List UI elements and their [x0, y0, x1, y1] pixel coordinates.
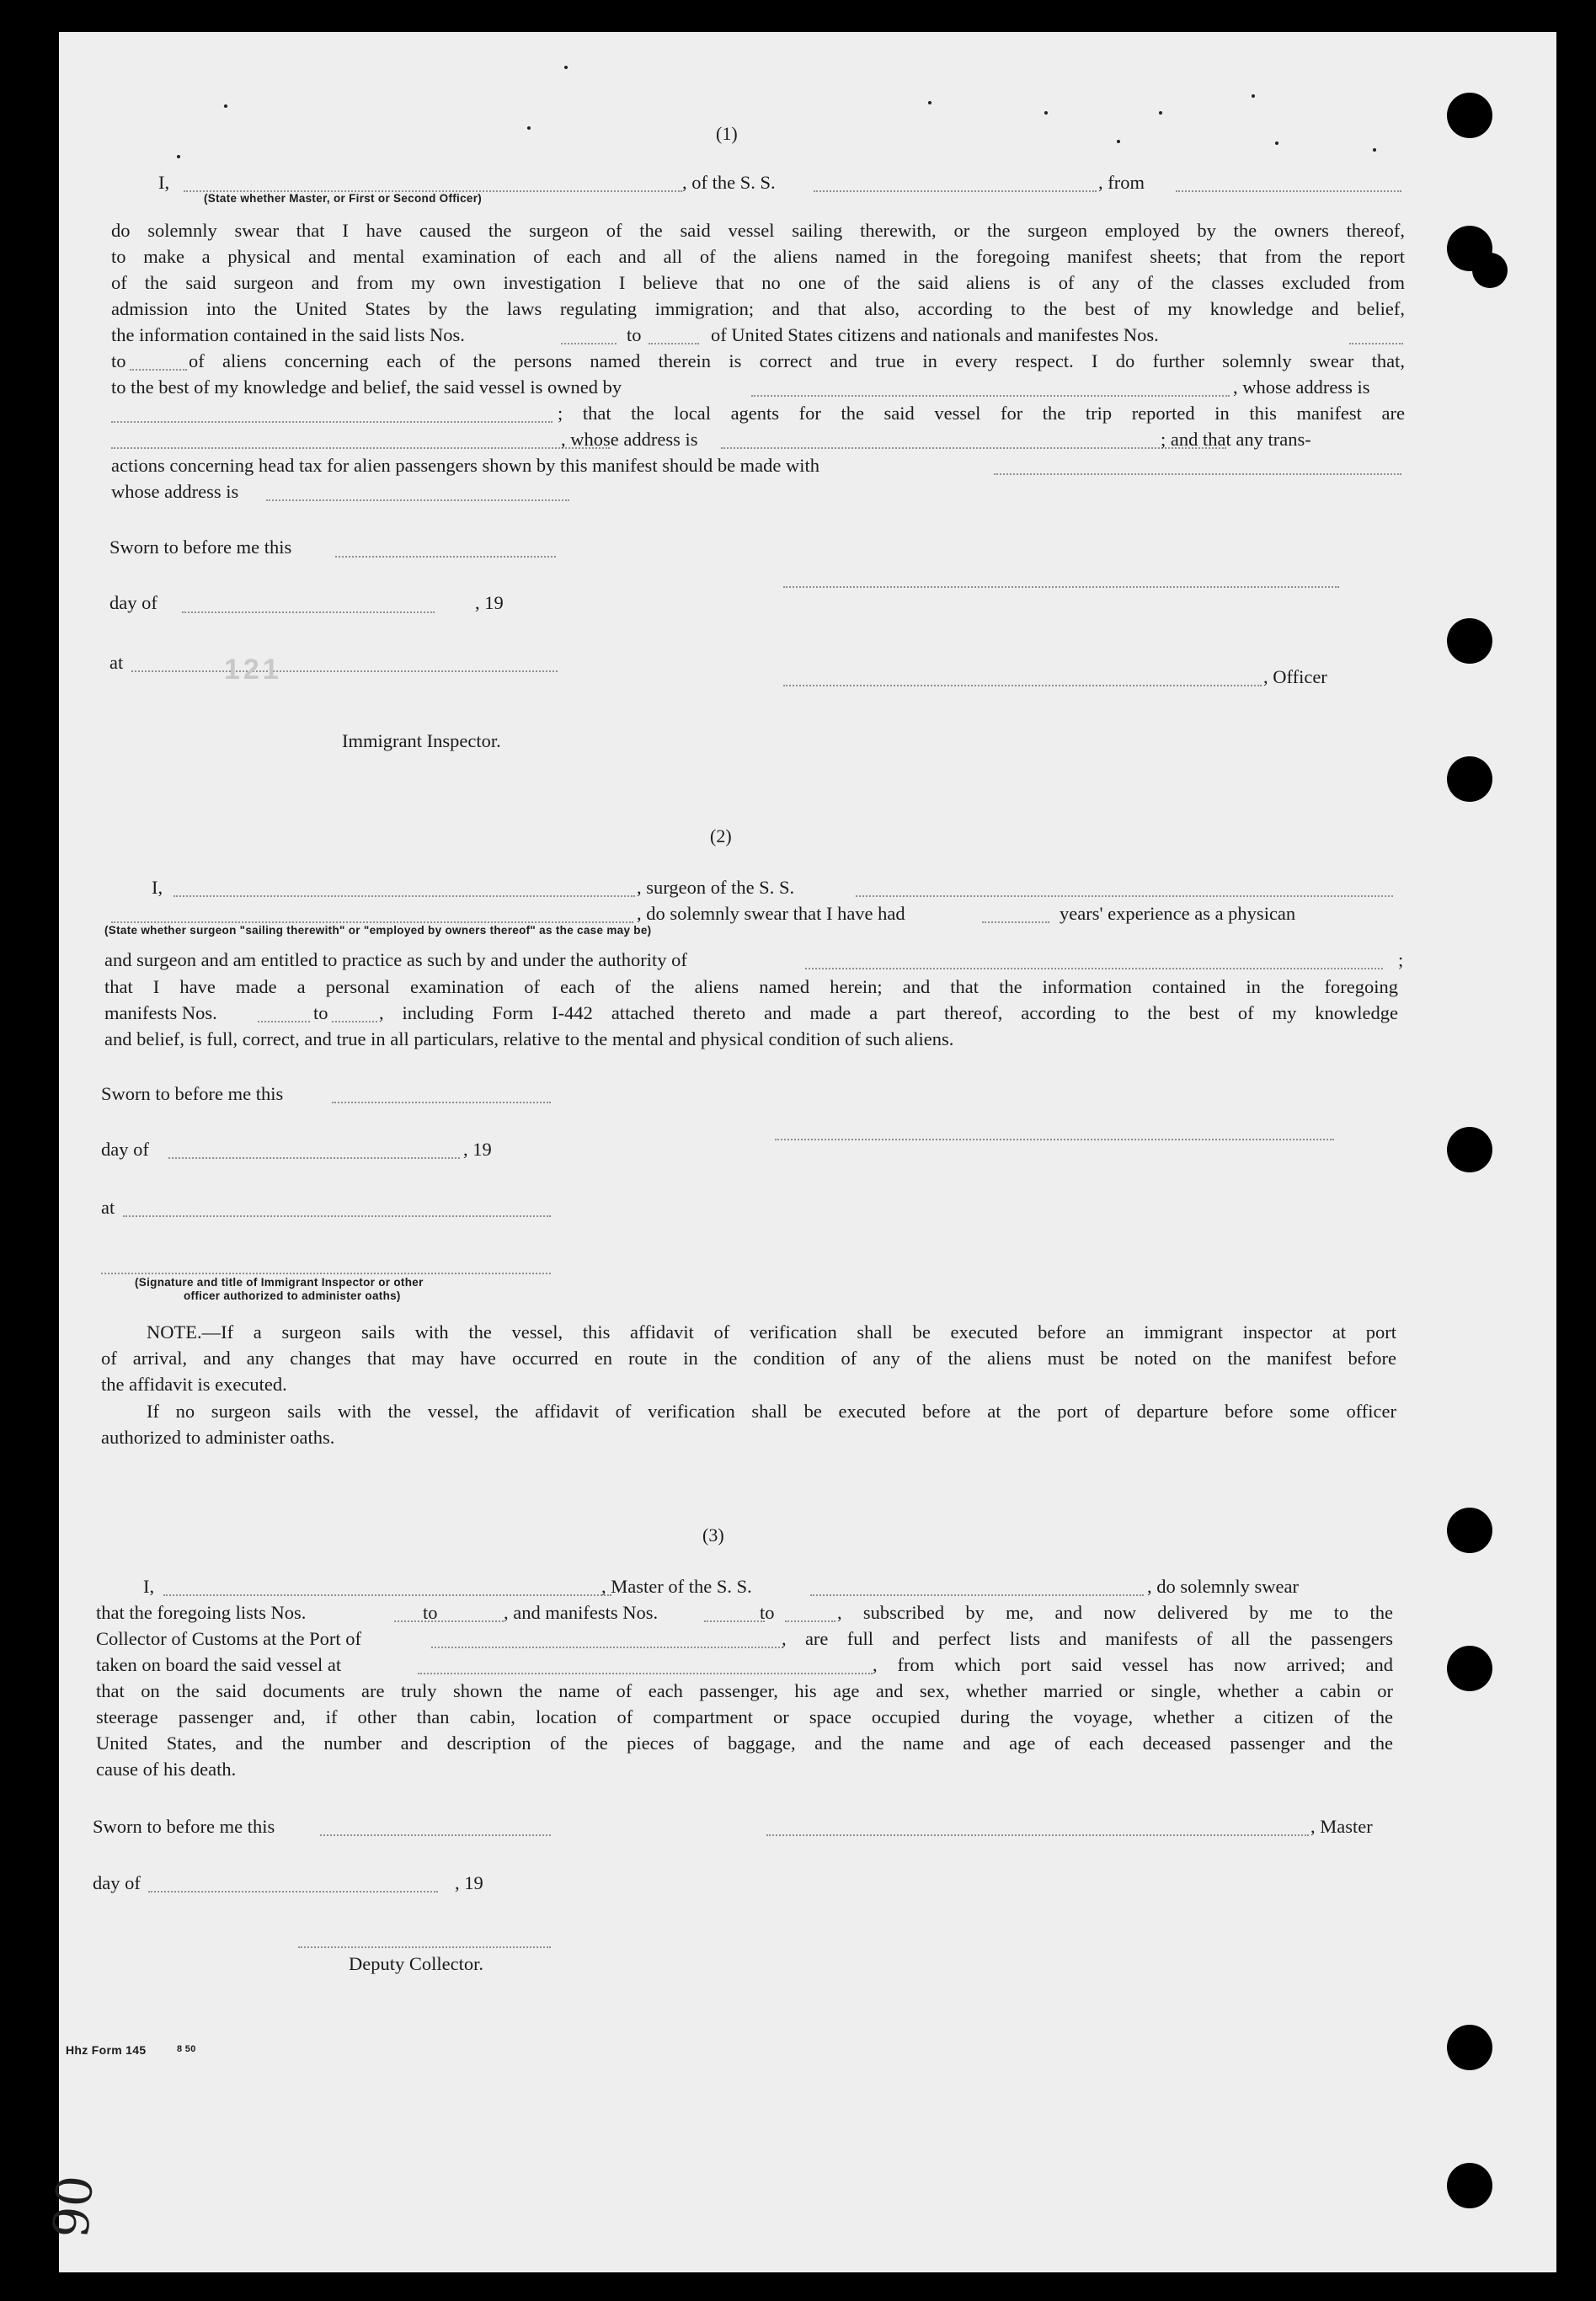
s3-port-field[interactable]: [431, 1647, 783, 1648]
speck: [1044, 111, 1048, 115]
s3-sworn-date-field[interactable]: [320, 1834, 551, 1836]
s2-signature-note-line-1: (Signature and title of Immigrant Inspector or other: [135, 1276, 424, 1289]
speck: [564, 66, 568, 69]
s3-paragraph-line: , are full and perfect lists and manifests of all the passengers: [782, 1628, 1393, 1649]
vessel-label: , of the S. S.: [682, 172, 776, 193]
s1-manifests-to-label: to: [111, 350, 126, 371]
note-paragraph-line: NOTE.—If a surgeon sails with the vessel, this affidavit of verification shall be executed before an immigrant inspector at port: [147, 1321, 1396, 1343]
s3-manifests-from-field[interactable]: [704, 1620, 765, 1622]
section-3-number: (3): [702, 1524, 724, 1546]
s3-day-of-label: day of: [93, 1872, 141, 1893]
s2-signature-note-line-2: officer authorized to administer oaths): [184, 1289, 401, 1302]
s2-vessel-field[interactable]: [856, 895, 1393, 897]
s1-paragraph-line: of aliens concerning each of the persons named therein is correct and true in every respect. I do further solemnly swear that,: [189, 350, 1405, 371]
s1-manifests-to-field[interactable]: [130, 369, 187, 371]
s3-port-label: Collector of Customs at the Port of: [96, 1628, 361, 1649]
binder-hole: [1447, 1127, 1492, 1172]
s1-paragraph-line: do solemnly swear that I have caused the surgeon of the said vessel sailing therewith, or the surgeon employed by the owners thereof,: [111, 220, 1405, 241]
s1-lists-to-field[interactable]: [649, 343, 699, 344]
s3-lists-to-label: to: [423, 1602, 438, 1623]
s2-inspector-signature-field[interactable]: [101, 1273, 551, 1274]
s1-owner-field[interactable]: [751, 395, 1230, 397]
s3-vessel-field[interactable]: [810, 1594, 1144, 1596]
s1-agents-field[interactable]: [111, 447, 610, 449]
s1-lists-to-label: to: [627, 324, 642, 345]
s1-owner-address-label: , whose address is: [1233, 376, 1370, 398]
s2-manifests-to-field[interactable]: [332, 1021, 377, 1022]
binder-hole: [1447, 2025, 1492, 2070]
s2-experience-label: years' experience as a physican: [1060, 903, 1296, 924]
s1-at-label: at: [109, 652, 124, 673]
s1-sworn-label: Sworn to before me this: [109, 537, 292, 558]
s3-lists-to-field[interactable]: [445, 1620, 504, 1622]
s2-surgeon-of-label: , surgeon of the S. S.: [637, 877, 795, 898]
s2-day-of-field[interactable]: [168, 1157, 460, 1159]
s3-manifests-label: , and manifests Nos.: [504, 1602, 659, 1623]
s1-agents-address-field[interactable]: [721, 447, 1226, 449]
section-2-number: (2): [710, 825, 732, 846]
s3-paragraph-line: , from which port said vessel has now arrived; and: [873, 1654, 1393, 1675]
s3-taken-label: taken on board the said vessel at: [96, 1654, 342, 1675]
s2-surgeon-note: (State whether surgeon "sailing therewith" or "employed by owners thereof" as the case may be): [104, 924, 652, 937]
s1-day-of-label: day of: [109, 592, 157, 613]
s2-sworn-label: Sworn to before me this: [101, 1083, 284, 1104]
speck: [1275, 141, 1278, 145]
speck: [928, 101, 931, 104]
s2-paragraph-line: and belief, is full, correct, and true in all particulars, relative to the mental and physical condition of such aliens.: [104, 1028, 954, 1049]
s2-day-of-label: day of: [101, 1139, 149, 1160]
s1-paragraph-line: of the said surgeon and from my own investigation I believe that no one of the said aliens is of any of the classes excluded from: [111, 272, 1405, 293]
s1-signature-field[interactable]: [783, 586, 1339, 588]
s1-transactions-label: ; and that any trans-: [1161, 429, 1311, 450]
s1-officer-label: , Officer: [1263, 666, 1327, 687]
s2-at-label: at: [101, 1197, 115, 1218]
binder-hole: [1447, 1646, 1492, 1691]
speck: [1252, 94, 1255, 98]
s1-head-tax-field[interactable]: [994, 473, 1401, 475]
s2-sworn-date-field[interactable]: [332, 1102, 551, 1103]
s2-signature-field[interactable]: [775, 1139, 1334, 1140]
faint-stamp: 121: [224, 654, 282, 686]
officer-rank-note: (State whether Master, or First or Second Officer): [204, 192, 483, 205]
s3-master-of-label: , Master of the S. S.: [601, 1576, 752, 1597]
s2-paragraph-line: , including Form I-442 attached thereto and made a part thereof, according to the best of my knowledge: [379, 1002, 1398, 1023]
binder-hole: [1472, 253, 1508, 288]
form-page: [41, 32, 1556, 2272]
s3-paragraph-line: United States, and the number and description of the pieces of baggage, and the name and age of each deceased passenger and the: [96, 1732, 1393, 1754]
s1-paragraph-line: admission into the United States by the laws regulating immigration; and that also, according to the best of my knowledge and belief,: [111, 298, 1405, 319]
s3-paragraph-line: cause of his death.: [96, 1759, 237, 1780]
s3-sworn-label: Sworn to before me this: [93, 1816, 275, 1837]
s1-manifests-from-field[interactable]: [1349, 343, 1403, 344]
speck: [1373, 148, 1376, 152]
s2-surgeon-name-label: I,: [152, 877, 163, 898]
s3-manifests-to-field[interactable]: [785, 1620, 835, 1622]
officer-name-label: I,: [158, 172, 170, 193]
s3-paragraph-line: steerage passenger and, if other than cabin, location of compartment or space occupied during the voyage, whether a citizen of the: [96, 1706, 1393, 1727]
binder-hole: [1447, 93, 1492, 138]
s2-manifests-to-label: to: [313, 1002, 328, 1023]
s1-officer-field[interactable]: [783, 685, 1262, 686]
note-paragraph-line: authorized to administer oaths.: [101, 1427, 335, 1448]
s2-authority-field[interactable]: [805, 968, 1383, 969]
from-label: , from: [1098, 172, 1145, 193]
s3-master-label: , Master: [1310, 1816, 1373, 1837]
form-id: Hhz Form 145: [66, 2043, 147, 2057]
s3-master-name-label: I,: [143, 1576, 155, 1597]
speck: [177, 155, 180, 158]
s2-year-label: , 19: [463, 1139, 492, 1160]
s1-agents-address-label: , whose address is: [561, 429, 698, 450]
s1-lists-from-field[interactable]: [561, 343, 617, 344]
s1-sworn-date-field[interactable]: [335, 556, 556, 558]
s3-day-of-field[interactable]: [148, 1891, 438, 1893]
vessel-field[interactable]: [814, 190, 1097, 192]
s2-authority-label: and surgeon and am entitled to practice as such by and under the authority of: [104, 949, 687, 970]
note-paragraph-line: the affidavit is executed.: [101, 1374, 287, 1395]
speck: [1117, 140, 1120, 143]
s3-master-name-field[interactable]: [163, 1594, 611, 1596]
s1-paragraph-line: to make a physical and mental examination of each and all of the aliens named in the foregoing manifest sheets; that from the report: [111, 246, 1405, 267]
s2-manifests-from-field[interactable]: [258, 1021, 310, 1022]
s3-taken-at-field[interactable]: [418, 1673, 873, 1674]
s2-surgeon-type-field[interactable]: [111, 921, 633, 923]
form-code: 8 50: [177, 2044, 196, 2054]
s2-swear-label: , do solemnly swear that I have had: [637, 903, 905, 924]
s2-authority-end: ;: [1398, 949, 1404, 970]
note-paragraph-line: of arrival, and any changes that may have occurred en route in the condition of any of the aliens must be noted on the manifest before: [101, 1348, 1396, 1369]
s1-day-of-field[interactable]: [182, 611, 435, 613]
speck: [224, 104, 227, 108]
s1-year-label: , 19: [475, 592, 504, 613]
s3-master-signature-field[interactable]: [766, 1834, 1309, 1836]
s3-lists-from-field[interactable]: [394, 1620, 450, 1622]
speck: [1159, 111, 1162, 115]
s3-deputy-label: Deputy Collector.: [349, 1953, 483, 1974]
binder-hole: [1447, 1508, 1492, 1553]
s1-manifests-label: of United States citizens and nationals and manifestes Nos.: [711, 324, 1159, 345]
s1-head-tax-address-label: whose address is: [111, 481, 239, 502]
s3-lists-label: that the foregoing lists Nos.: [96, 1602, 307, 1623]
s1-head-tax-label: actions concerning head tax for alien passengers shown by this manifest should be made with: [111, 455, 820, 476]
binder-hole: [1447, 2163, 1492, 2208]
s3-paragraph-line: that on the said documents are truly shown the name of each passenger, his age and sex, whether married or single, whether a cabin or: [96, 1680, 1393, 1701]
s1-agents-label: ; that the local agents for the said vessel for the trip reported in this manifest are: [558, 403, 1405, 424]
from-field[interactable]: [1176, 190, 1401, 192]
binder-hole: [1447, 756, 1492, 802]
binder-hole: [1447, 618, 1492, 664]
s2-at-field[interactable]: [123, 1215, 551, 1217]
s1-inspector-label: Immigrant Inspector.: [342, 730, 501, 751]
s3-swear-label: , do solemnly swear: [1147, 1576, 1299, 1597]
s1-at-field[interactable]: [131, 670, 558, 672]
s1-owner-label: to the best of my knowledge and belief, the said vessel is owned by: [111, 376, 622, 398]
s3-year-label: , 19: [455, 1872, 483, 1893]
s2-manifests-label: manifests Nos.: [104, 1002, 217, 1023]
s1-owner-address-field[interactable]: [111, 421, 552, 423]
s1-lists-label: the information contained in the said lists Nos.: [111, 324, 465, 345]
s1-head-tax-address-field[interactable]: [266, 499, 569, 501]
handwritten-number: 90: [41, 2173, 104, 2240]
s2-years-field[interactable]: [982, 921, 1049, 923]
s3-manifests-to-label: to: [760, 1602, 775, 1623]
s3-paragraph-line: , subscribed by me, and now delivered by me to the: [837, 1602, 1393, 1623]
section-1-number: (1): [716, 123, 738, 144]
s2-paragraph-line: that I have made a personal examination of each of the aliens named herein; and that the information contained in the foregoing: [104, 976, 1398, 997]
speck: [527, 126, 531, 130]
s3-collector-signature-field[interactable]: [298, 1946, 551, 1948]
note-paragraph-line: If no surgeon sails with the vessel, the affidavit of verification shall be executed before at the port of departure before some officer: [147, 1401, 1396, 1422]
s2-surgeon-name-field[interactable]: [173, 895, 635, 897]
